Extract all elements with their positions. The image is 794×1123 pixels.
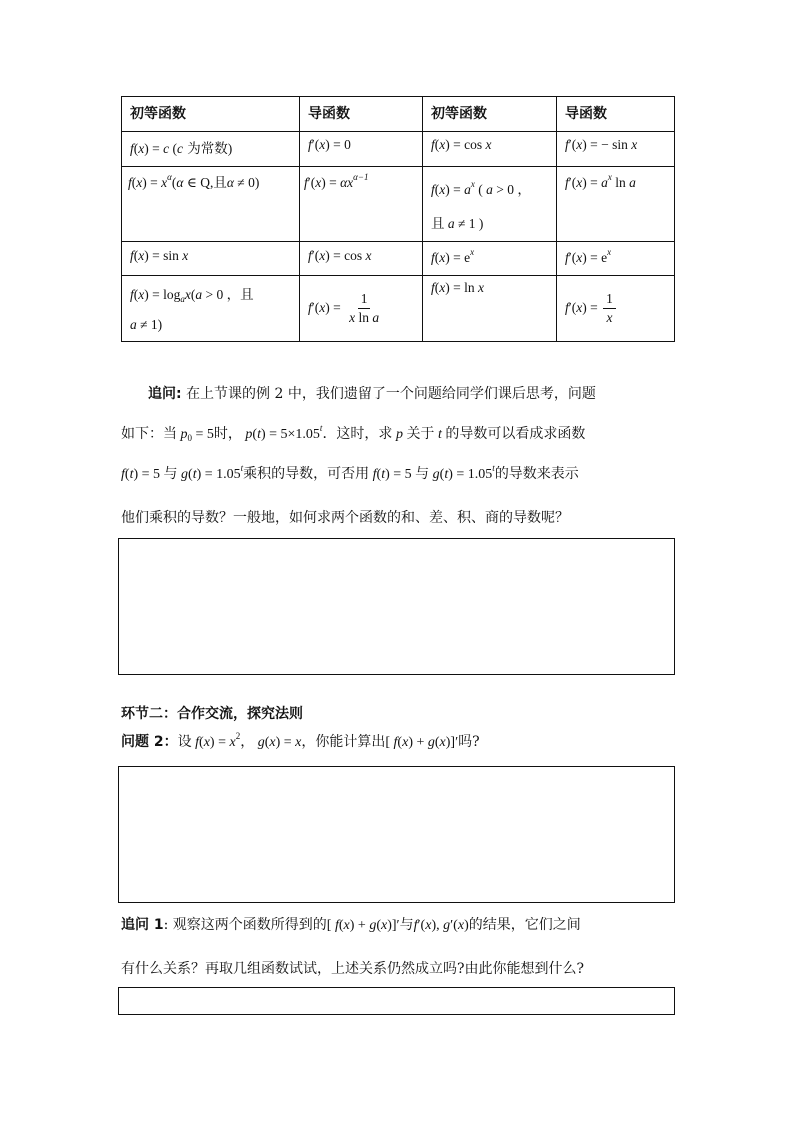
table-row bbox=[122, 242, 675, 276]
followup-1-line-1: 追问 1: 观察这两个函数所得到的[ f(x) + g(x)]′与f′(x), g′(x)的结果，它们之间 bbox=[121, 917, 581, 933]
cell-exponential-derivative: $f'(x) = a^x$ ln a bbox=[557, 167, 675, 242]
followup-text: 关于 bbox=[406, 426, 435, 442]
followup-text: 乘积的导数，可否用 bbox=[243, 466, 370, 482]
cell-cos-derivative: f′(x) = − sin x bbox=[557, 132, 675, 167]
cell-sin-function: f(x) = sin x bbox=[122, 242, 300, 276]
header-derivative-1: 导函数 bbox=[300, 97, 423, 132]
header-elementary-function-1: 初等函数 bbox=[122, 97, 300, 132]
question-2: 问题 2：设 $f(x) = x^2$， g(x) = x，你能计算出[ f(x) + g(x)]′吗? bbox=[121, 731, 480, 750]
condition-and: 且 bbox=[431, 216, 445, 232]
header-derivative-2: 导函数 bbox=[557, 97, 675, 132]
question-2-text: ，你能计算出 bbox=[301, 734, 386, 750]
cell-exponential-function: $f(x) = a^x$ ( a > 0 ， 且 a ≠ 1 ) bbox=[423, 167, 557, 242]
header-elementary-function-2: 初等函数 bbox=[423, 97, 557, 132]
derivative-table bbox=[121, 96, 675, 342]
table-row bbox=[122, 132, 675, 167]
cell-log-function: $f(x) = \log_ax(a > 0$ ，且 a ≠ 1) bbox=[122, 276, 300, 342]
followup-text: 如下：当 bbox=[121, 426, 177, 442]
cell-constant-function: f(x) = c (c 为常数) bbox=[122, 132, 300, 167]
answer-box-1[interactable] bbox=[118, 538, 675, 675]
followup-line-4: 他们乘积的导数？一般地，如何求两个函数的和、差、积、商的导数呢？ bbox=[121, 510, 569, 526]
followup-text: 的导数来表示 bbox=[494, 466, 579, 482]
cell-ln-function: f(x) = ln x bbox=[423, 276, 557, 342]
followup-line-3: f(t) = 5 与 $g(t) = 1.05^t$乘积的导数，可否用 f(t) = 5 与 $g(t) = 1.05^t$的导数来表示 bbox=[121, 463, 579, 482]
question-2-text: 吗? bbox=[458, 734, 480, 750]
question-2-label: 问题 2： bbox=[121, 734, 178, 750]
followup-1-text: 的结果，它们之间 bbox=[468, 917, 581, 933]
note-constant: 为常数 bbox=[187, 141, 228, 157]
followup-1-label: 追问 1 bbox=[121, 917, 164, 933]
followup-text: 与 bbox=[163, 466, 178, 482]
cell-cos-function: f(x) = cos x bbox=[423, 132, 557, 167]
followup-text: 在上节课的例 2 中，我们遗留了一个问题给同学们课后思考，问题 bbox=[186, 386, 596, 402]
cell-constant-derivative: f′(x) = 0 bbox=[300, 132, 423, 167]
condition-and: 且 bbox=[213, 175, 227, 191]
followup-text: ．这时，求 bbox=[322, 426, 393, 442]
rational-set-symbol: Q bbox=[200, 175, 210, 190]
cell-exp-e-function: $f(x) = e^x$ bbox=[423, 242, 557, 276]
cell-sin-derivative: f′(x) = cos x bbox=[300, 242, 423, 276]
followup-line-2: 如下：当 $p_0 = 5$时， $p(t) = 5\times 1.05^t$．这时，求 p 关于 t 的导数可以看成求函数 bbox=[121, 423, 586, 443]
followup-label: 追问: bbox=[148, 386, 182, 402]
cell-ln-derivative: f′(x) = $\frac{1}{x}$ bbox=[557, 276, 675, 342]
condition-and-comma: ，且 bbox=[226, 287, 254, 303]
cell-exp-e-derivative: $f'(x) = e^x$ bbox=[557, 242, 675, 276]
table-header-row bbox=[122, 97, 675, 132]
followup-text: 时， bbox=[213, 426, 242, 442]
question-2-text: 设 bbox=[177, 734, 192, 750]
cell-power-function: $f(x) = x^\alpha(\alpha$ ∈ Q,且α ≠ 0) bbox=[122, 167, 300, 242]
table-row bbox=[122, 276, 675, 342]
section-2-title: 环节二：合作交流，探究法则 bbox=[121, 706, 303, 722]
followup-1-text: : 观察这两个函数所得到的 bbox=[163, 917, 327, 933]
followup-1-line-2: 有什么关系？再取几组函数试试，上述关系仍然成立吗?由此你能想到什么? bbox=[121, 961, 585, 977]
table-row bbox=[122, 167, 675, 242]
answer-box-3[interactable] bbox=[118, 987, 675, 1015]
cell-log-derivative: f′(x) = $\frac{1}{\text{x ln a}}$ bbox=[300, 276, 423, 342]
followup-text: 与 bbox=[415, 466, 430, 482]
followup-text: 的导数可以看成求函数 bbox=[445, 426, 586, 442]
followup-line-1 bbox=[148, 384, 704, 404]
question-2-text: ， bbox=[240, 734, 255, 750]
cell-power-derivative: $f'(x) = \alpha x^{\alpha-1}$ bbox=[300, 167, 423, 242]
answer-box-2[interactable] bbox=[118, 766, 675, 903]
followup-1-text: 与 bbox=[399, 917, 414, 933]
